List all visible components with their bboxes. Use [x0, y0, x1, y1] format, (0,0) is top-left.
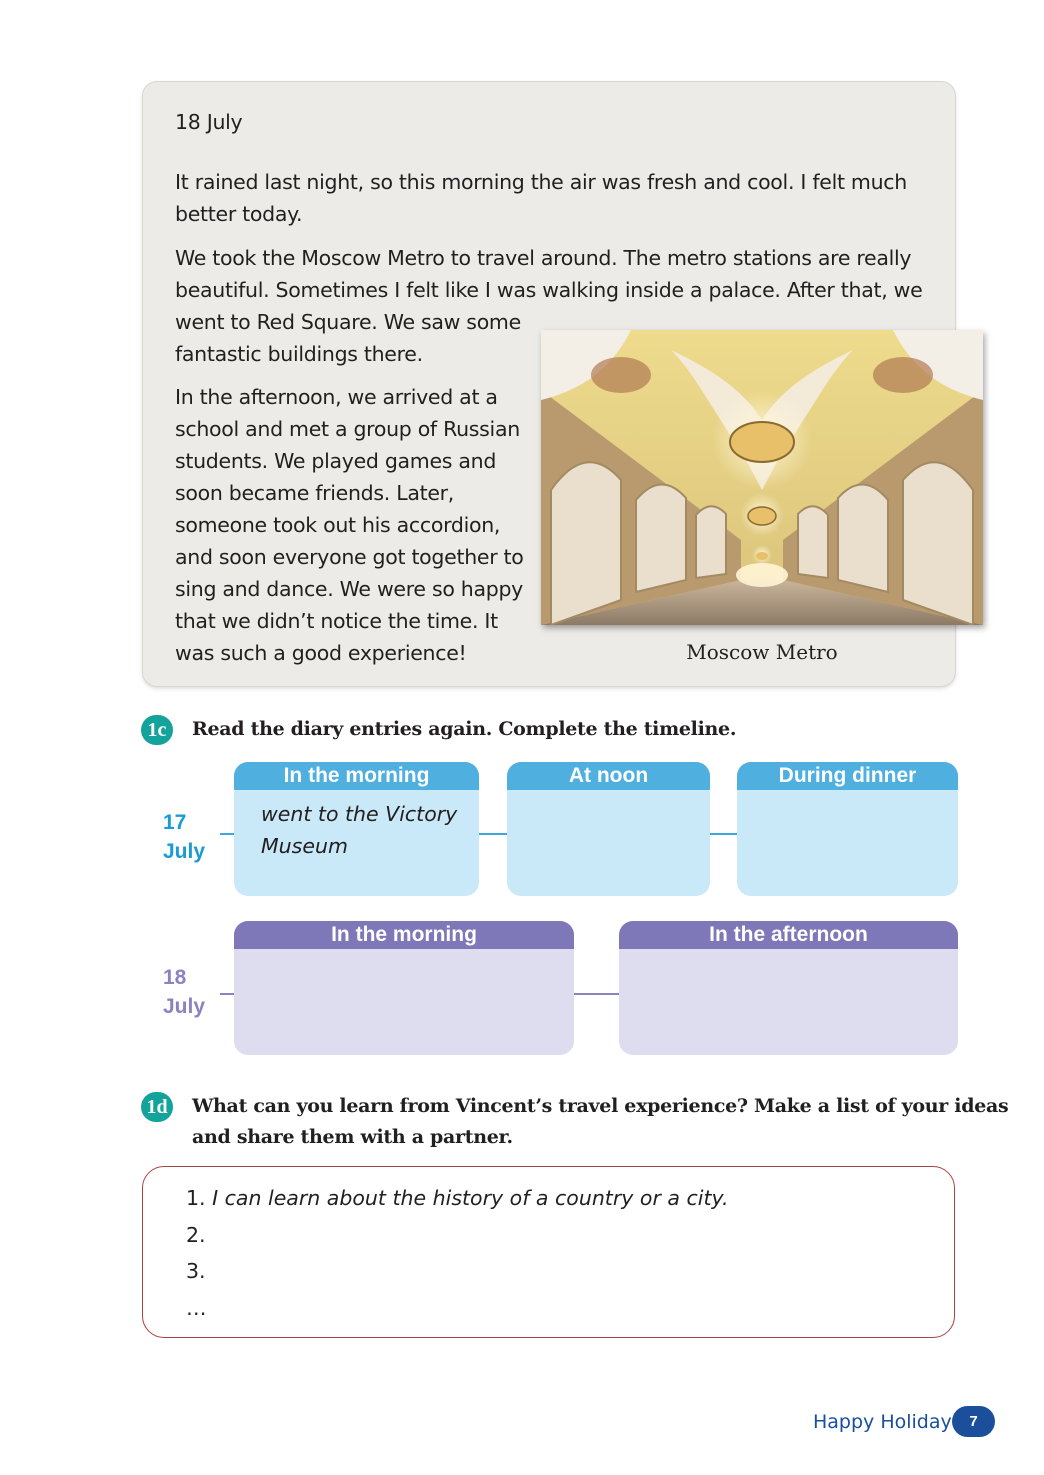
task-1c-instruction: Read the diary entries again. Complete the timeline.: [192, 718, 737, 740]
diary-date: 18 July: [175, 110, 243, 134]
idea-item-2[interactable]: 2.: [186, 1223, 206, 1247]
photo-caption: Moscow Metro: [686, 640, 838, 664]
timeline-date-day: 17: [163, 811, 187, 834]
diary-line: sing and dance. We were so happy: [175, 577, 523, 601]
idea-number: 1.: [186, 1186, 206, 1210]
answer-line: Museum: [261, 834, 348, 858]
timeline-connector: [220, 833, 234, 835]
box-header: During dinner: [737, 762, 958, 790]
timeline-box-morning: [234, 762, 479, 896]
timeline-box-noon[interactable]: [507, 762, 710, 896]
timeline-connector: [478, 833, 507, 835]
moscow-metro-photo: [541, 330, 983, 625]
diary-line: We took the Moscow Metro to travel around. The metro stations are really: [175, 246, 912, 270]
diary-line: went to Red Square. We saw some: [175, 310, 521, 334]
timeline-box-dinner[interactable]: [737, 762, 958, 896]
diary-line: school and met a group of Russian: [175, 417, 520, 441]
box-header: In the morning: [234, 921, 574, 949]
timeline-connector: [573, 993, 619, 995]
diary-line: soon became friends. Later,: [175, 481, 454, 505]
diary-line: fantastic buildings there.: [175, 342, 423, 366]
diary-line: better today.: [175, 202, 303, 226]
diary-line: students. We played games and: [175, 449, 497, 473]
timeline-date-month: July: [163, 840, 206, 863]
timeline-box-morning-18[interactable]: [234, 921, 574, 1055]
timeline-date-day: 18: [163, 966, 187, 989]
timeline-date-month: July: [163, 995, 206, 1018]
diary-line: was such a good experience!: [175, 641, 467, 665]
task-badge-1d: 1d: [141, 1092, 173, 1122]
box-answer[interactable]: [234, 790, 479, 862]
timeline-box-afternoon-18[interactable]: [619, 921, 958, 1055]
diary-line: beautiful. Sometimes I felt like I was walking inside a palace. After that, we: [175, 278, 923, 302]
answer-line: went to the Victory: [261, 802, 458, 826]
footer-title: Happy Holiday: [813, 1411, 952, 1433]
task-badge-1c: 1c: [141, 715, 173, 745]
box-header: In the morning: [234, 762, 479, 790]
box-header: At noon: [507, 762, 710, 790]
diary-line: and soon everyone got together to: [175, 545, 524, 569]
diary-line: It rained last night, so this morning the air was fresh and cool. I felt much: [175, 170, 907, 194]
box-header: In the afternoon: [619, 921, 958, 949]
diary-line: that we didn’t notice the time. It: [175, 609, 498, 633]
page-number: 7: [952, 1406, 995, 1437]
idea-text: I can learn about the history of a country or a city.: [212, 1186, 729, 1210]
task-1d-instruction: What can you learn from Vincent’s travel experience? Make a list of your ideas: [192, 1095, 1009, 1117]
timeline-connector: [220, 993, 234, 995]
idea-item-3[interactable]: 3.: [186, 1259, 206, 1283]
idea-more: …: [186, 1296, 207, 1320]
diary-line: In the afternoon, we arrived at a: [175, 385, 498, 409]
idea-item-1: [186, 1184, 729, 1212]
timeline-connector: [709, 833, 738, 835]
diary-line: someone took out his accordion,: [175, 513, 501, 537]
task-1d-instruction: and share them with a partner.: [192, 1126, 513, 1148]
